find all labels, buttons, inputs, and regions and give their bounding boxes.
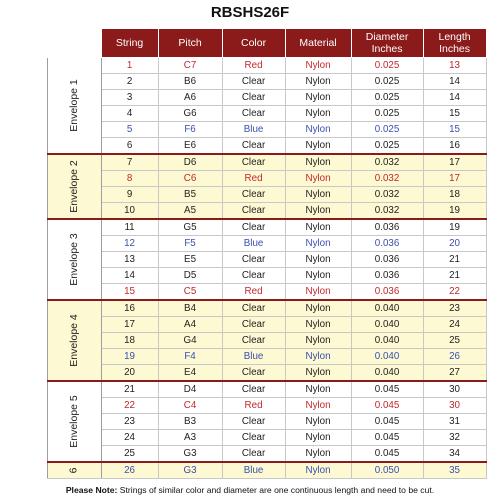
cell-diameter: 0.032: [351, 203, 423, 220]
table-row: [48, 219, 487, 236]
cell-diameter: 0.032: [351, 154, 423, 171]
cell-color: Clear: [222, 268, 285, 284]
cell-diameter: 0.045: [351, 430, 423, 446]
cell-length: 31: [423, 414, 486, 430]
cell-pitch: B3: [158, 414, 222, 430]
cell-diameter: 0.036: [351, 236, 423, 252]
cell-material: Nylon: [285, 430, 351, 446]
cell-color: Blue: [222, 236, 285, 252]
envelope-label: Envelope 1: [67, 79, 80, 132]
cell-diameter: 0.045: [351, 398, 423, 414]
cell-length: 24: [423, 317, 486, 333]
table-row: [48, 414, 487, 430]
cell-length: 13: [423, 58, 486, 74]
table-row: [48, 381, 487, 398]
table-row: [48, 446, 487, 463]
table-row: [48, 398, 487, 414]
cell-pitch: G6: [158, 106, 222, 122]
cell-pitch: C4: [158, 398, 222, 414]
cell-material: Nylon: [285, 284, 351, 301]
cell-pitch: C6: [158, 171, 222, 187]
cell-material: Nylon: [285, 349, 351, 365]
cell-string: 4: [101, 106, 158, 122]
cell-color: Blue: [222, 462, 285, 479]
header-row: [48, 29, 487, 58]
cell-string: 11: [101, 219, 158, 236]
table-row: [48, 58, 487, 74]
cell-pitch: C5: [158, 284, 222, 301]
envelope-label-cell: [48, 381, 102, 462]
cell-material: Nylon: [285, 187, 351, 203]
cell-length: 19: [423, 203, 486, 220]
cell-color: Clear: [222, 219, 285, 236]
cell-color: Clear: [222, 381, 285, 398]
cell-string: 26: [101, 462, 158, 479]
cell-material: Nylon: [285, 300, 351, 317]
column-header-diameter: Diameter Inches: [351, 29, 423, 58]
cell-pitch: A3: [158, 430, 222, 446]
cell-pitch: E5: [158, 252, 222, 268]
cell-length: 22: [423, 284, 486, 301]
cell-diameter: 0.045: [351, 381, 423, 398]
cell-diameter: 0.036: [351, 284, 423, 301]
cell-pitch: F5: [158, 236, 222, 252]
cell-material: Nylon: [285, 171, 351, 187]
cell-diameter: 0.045: [351, 446, 423, 463]
table-row: [48, 171, 487, 187]
cell-diameter: 0.025: [351, 90, 423, 106]
cell-string: 8: [101, 171, 158, 187]
column-header-length: Length Inches: [423, 29, 486, 58]
cell-pitch: C7: [158, 58, 222, 74]
column-header-material: Material: [285, 29, 351, 58]
cell-string: 1: [101, 58, 158, 74]
cell-string: 7: [101, 154, 158, 171]
cell-diameter: 0.045: [351, 414, 423, 430]
cell-length: 35: [423, 462, 486, 479]
cell-length: 17: [423, 171, 486, 187]
table-row: [48, 122, 487, 138]
cell-diameter: 0.036: [351, 252, 423, 268]
cell-color: Red: [222, 398, 285, 414]
envelope-label: Envelope 3: [67, 233, 80, 286]
table-row: [48, 203, 487, 220]
cell-string: 2: [101, 74, 158, 90]
cell-diameter: 0.040: [351, 333, 423, 349]
cell-color: Clear: [222, 446, 285, 463]
cell-material: Nylon: [285, 462, 351, 479]
cell-string: 20: [101, 365, 158, 382]
cell-material: Nylon: [285, 106, 351, 122]
cell-pitch: A6: [158, 90, 222, 106]
table-row: [48, 154, 487, 171]
cell-string: 22: [101, 398, 158, 414]
cell-pitch: G4: [158, 333, 222, 349]
cell-string: 3: [101, 90, 158, 106]
table-row: [48, 284, 487, 301]
footer-note-prefix: Please Note:: [65, 485, 118, 495]
cell-length: 19: [423, 219, 486, 236]
cell-material: Nylon: [285, 236, 351, 252]
column-header-pitch: Pitch: [158, 29, 222, 58]
cell-length: 14: [423, 90, 486, 106]
cell-material: Nylon: [285, 317, 351, 333]
cell-material: Nylon: [285, 365, 351, 382]
table-row: [48, 106, 487, 122]
string-chart-table: [47, 28, 487, 479]
cell-length: 21: [423, 252, 486, 268]
footer-note: [0, 484, 500, 496]
cell-diameter: 0.032: [351, 187, 423, 203]
cell-material: Nylon: [285, 398, 351, 414]
envelope-label: Envelope 2: [67, 160, 80, 213]
cell-length: 30: [423, 381, 486, 398]
table-row: [48, 430, 487, 446]
cell-string: 5: [101, 122, 158, 138]
cell-length: 25: [423, 333, 486, 349]
cell-color: Red: [222, 284, 285, 301]
cell-string: 25: [101, 446, 158, 463]
column-header-color: Color: [222, 29, 285, 58]
cell-string: 6: [101, 138, 158, 155]
cell-diameter: 0.032: [351, 171, 423, 187]
cell-pitch: B4: [158, 300, 222, 317]
envelope-label-cell: [48, 300, 102, 381]
table-row: [48, 333, 487, 349]
cell-material: Nylon: [285, 58, 351, 74]
cell-material: Nylon: [285, 414, 351, 430]
cell-material: Nylon: [285, 122, 351, 138]
cell-color: Clear: [222, 365, 285, 382]
envelope-label-cell: [48, 219, 102, 300]
cell-diameter: 0.025: [351, 74, 423, 90]
cell-material: Nylon: [285, 138, 351, 155]
table-row: [48, 90, 487, 106]
cell-pitch: D4: [158, 381, 222, 398]
table-row: [48, 268, 487, 284]
table-row: [48, 74, 487, 90]
cell-string: 21: [101, 381, 158, 398]
cell-pitch: A5: [158, 203, 222, 220]
cell-length: 26: [423, 349, 486, 365]
cell-length: 27: [423, 365, 486, 382]
table-row: [48, 317, 487, 333]
cell-string: 19: [101, 349, 158, 365]
table-row: [48, 300, 487, 317]
table-row: [48, 138, 487, 155]
cell-diameter: 0.025: [351, 138, 423, 155]
table-row: [48, 365, 487, 382]
cell-diameter: 0.050: [351, 462, 423, 479]
cell-color: Clear: [222, 154, 285, 171]
table-row: [48, 236, 487, 252]
cell-string: 15: [101, 284, 158, 301]
cell-color: Clear: [222, 138, 285, 155]
cell-color: Clear: [222, 333, 285, 349]
cell-diameter: 0.040: [351, 300, 423, 317]
cell-color: Blue: [222, 349, 285, 365]
cell-diameter: 0.025: [351, 106, 423, 122]
column-header-string: String: [101, 29, 158, 58]
cell-pitch: G5: [158, 219, 222, 236]
cell-string: 9: [101, 187, 158, 203]
cell-material: Nylon: [285, 252, 351, 268]
cell-string: 24: [101, 430, 158, 446]
table-row: [48, 187, 487, 203]
cell-pitch: B5: [158, 187, 222, 203]
cell-length: 17: [423, 154, 486, 171]
cell-pitch: D5: [158, 268, 222, 284]
cell-material: Nylon: [285, 381, 351, 398]
cell-pitch: F4: [158, 349, 222, 365]
cell-color: Clear: [222, 187, 285, 203]
cell-color: Red: [222, 171, 285, 187]
cell-diameter: 0.040: [351, 349, 423, 365]
cell-string: 12: [101, 236, 158, 252]
table-body: [48, 58, 487, 479]
cell-material: Nylon: [285, 219, 351, 236]
cell-string: 13: [101, 252, 158, 268]
cell-color: Clear: [222, 74, 285, 90]
cell-length: 14: [423, 74, 486, 90]
cell-length: 30: [423, 398, 486, 414]
cell-length: 20: [423, 236, 486, 252]
cell-pitch: E6: [158, 138, 222, 155]
cell-length: 15: [423, 122, 486, 138]
cell-length: 16: [423, 138, 486, 155]
cell-diameter: 0.025: [351, 122, 423, 138]
cell-color: Clear: [222, 300, 285, 317]
cell-pitch: D6: [158, 154, 222, 171]
cell-string: 10: [101, 203, 158, 220]
cell-length: 23: [423, 300, 486, 317]
cell-color: Clear: [222, 317, 285, 333]
cell-string: 17: [101, 317, 158, 333]
cell-string: 14: [101, 268, 158, 284]
cell-diameter: 0.025: [351, 58, 423, 74]
envelope-label: Envelope 4: [67, 314, 80, 367]
cell-string: 23: [101, 414, 158, 430]
table-row: [48, 349, 487, 365]
cell-color: Clear: [222, 90, 285, 106]
cell-pitch: G3: [158, 446, 222, 463]
footer-note-text: Strings of similar color and diameter are one continuous length and need to be cut.: [117, 485, 435, 495]
cell-material: Nylon: [285, 74, 351, 90]
cell-length: 15: [423, 106, 486, 122]
table-row: [48, 462, 487, 479]
cell-color: Clear: [222, 414, 285, 430]
cell-color: Clear: [222, 106, 285, 122]
envelope-label: Envelope 5: [67, 395, 80, 448]
envelope-label-cell: [48, 58, 102, 155]
cell-diameter: 0.036: [351, 268, 423, 284]
cell-pitch: G3: [158, 462, 222, 479]
cell-material: Nylon: [285, 333, 351, 349]
cell-string: 18: [101, 333, 158, 349]
cell-pitch: B6: [158, 74, 222, 90]
cell-material: Nylon: [285, 154, 351, 171]
cell-color: Clear: [222, 203, 285, 220]
cell-material: Nylon: [285, 446, 351, 463]
cell-diameter: 0.040: [351, 317, 423, 333]
cell-material: Nylon: [285, 203, 351, 220]
table-row: [48, 252, 487, 268]
page-title: RBSHS26F: [210, 4, 290, 21]
cell-pitch: F6: [158, 122, 222, 138]
cell-color: Clear: [222, 430, 285, 446]
cell-material: Nylon: [285, 268, 351, 284]
cell-length: 32: [423, 430, 486, 446]
cell-diameter: 0.040: [351, 365, 423, 382]
envelope-label-cell: [48, 462, 102, 479]
cell-color: Clear: [222, 252, 285, 268]
cell-color: Blue: [222, 122, 285, 138]
cell-pitch: A4: [158, 317, 222, 333]
cell-length: 18: [423, 187, 486, 203]
envelope-label-cell: [48, 154, 102, 219]
cell-length: 34: [423, 446, 486, 463]
cell-color: Red: [222, 58, 285, 74]
header-blank-cell: [48, 29, 102, 58]
cell-diameter: 0.036: [351, 219, 423, 236]
cell-length: 21: [423, 268, 486, 284]
cell-material: Nylon: [285, 90, 351, 106]
cell-pitch: E4: [158, 365, 222, 382]
envelope-label: 6: [67, 467, 80, 474]
cell-string: 16: [101, 300, 158, 317]
